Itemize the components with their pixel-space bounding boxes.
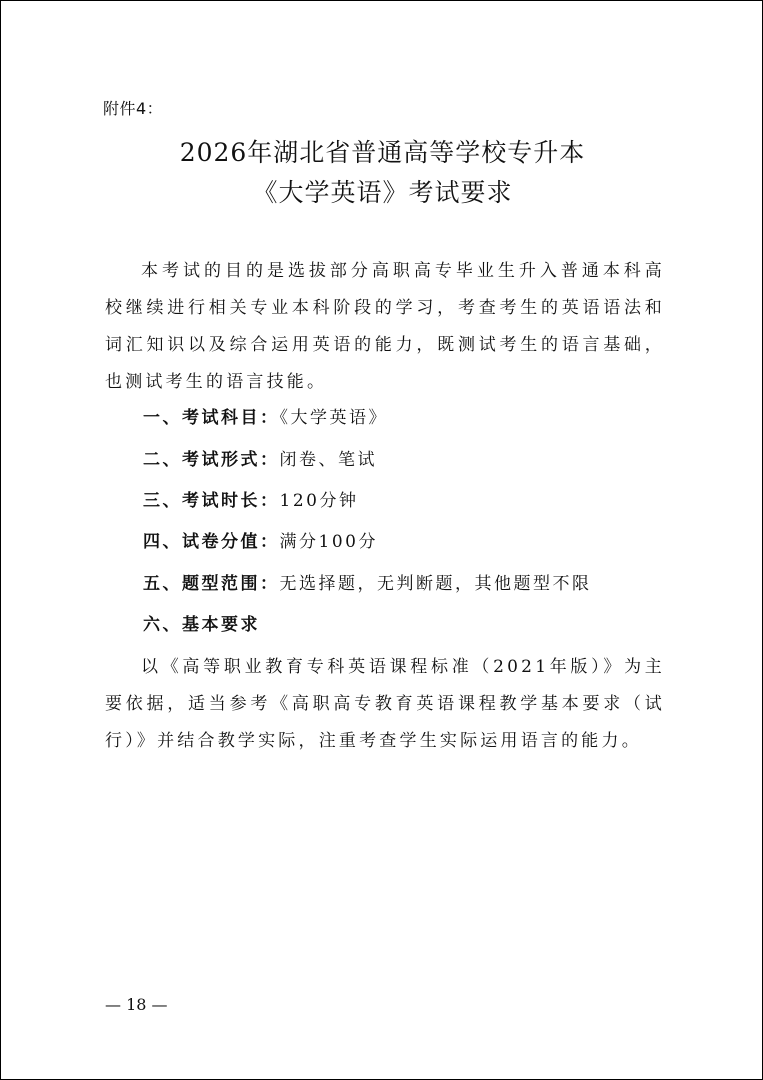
- question-types-item: [143, 569, 592, 594]
- intro-paragraph: 本考试的目的是选拔部分高职高专毕业生升入普通本科高校继续进行相关专业本科阶段的学习，考查考生的英语语法和词汇知识以及综合运用英语的能力，既测试考生的语言基础，也测试考生的语言技能。: [105, 261, 665, 392]
- exam-score-value: 满分100分: [279, 532, 378, 552]
- basic-requirements-heading: [143, 610, 260, 635]
- exam-duration-item: [143, 486, 358, 511]
- question-types-label: 五、题型范围：: [143, 574, 280, 594]
- document-title-line-2: 《大学英语》考试要求: [252, 178, 513, 207]
- attachment-label: 附件4：: [103, 99, 164, 118]
- exam-format-value: 闭卷、笔试: [279, 450, 377, 470]
- basic-requirements-label: 六、基本要求: [143, 615, 260, 635]
- exam-subject-value: 《大学英语》: [279, 408, 388, 428]
- exam-score-item: [143, 527, 378, 552]
- page-number: — 18 —: [105, 995, 168, 1014]
- exam-duration-label: 三、考试时长：: [143, 491, 280, 511]
- exam-subject-label: 一、考试科目：: [143, 408, 280, 428]
- exam-score-label: 四、试卷分值：: [143, 532, 280, 552]
- exam-subject-item: [143, 403, 388, 428]
- basic-requirements-paragraph: 以《高等职业教育专科英语课程标准（2021年版）》为主要依据，适当参考《高职高专教育英语课程教学基本要求（试行）》并结合教学实际，注重考查学生实际运用语言的能力。: [105, 657, 665, 751]
- exam-duration-value: 120分钟: [279, 491, 359, 511]
- exam-format-label: 二、考试形式：: [143, 450, 280, 470]
- question-types-value: 无选择题，无判断题，其他题型不限: [279, 574, 592, 594]
- exam-format-item: [143, 445, 377, 470]
- document-title-line-1: 2026年湖北省普通高等学校专升本: [179, 138, 586, 167]
